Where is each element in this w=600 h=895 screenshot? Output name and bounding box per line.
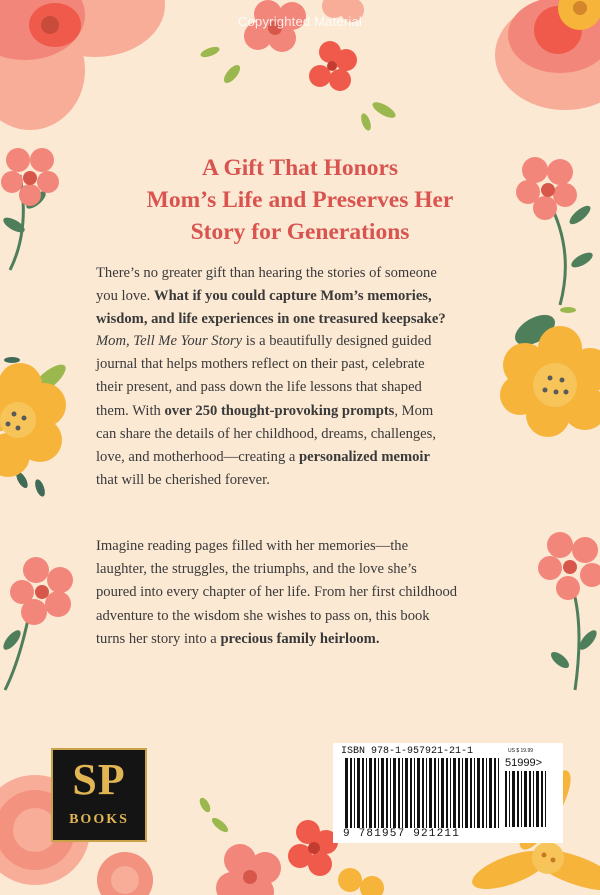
- barcode-bar: [354, 758, 355, 828]
- barcode-bar: [462, 758, 463, 828]
- barcode-bar: [350, 758, 352, 828]
- barcode-bar: [517, 771, 519, 827]
- flower-right-orange: [500, 307, 600, 437]
- barcode-bar: [482, 758, 484, 828]
- text-span: you love.: [96, 288, 154, 305]
- text-span: , Mom: [394, 402, 434, 419]
- bold-text: wisdom, and life experiences in one treasured keepsake?: [96, 311, 446, 328]
- barcode-bar: [498, 758, 499, 828]
- publisher-initials: SP: [72, 755, 126, 804]
- barcode-bar: [477, 758, 480, 828]
- barcode-bar: [357, 758, 360, 828]
- text-line: [96, 330, 508, 353]
- text-span: them. With: [96, 402, 165, 419]
- text-line: [96, 423, 508, 446]
- text-span: their present, and pass down the life lessons that shaped: [96, 379, 422, 396]
- barcode-bar: [405, 758, 408, 828]
- text-span: laughter, the struggles, the triumphs, and the love she’s: [96, 561, 417, 578]
- text-span: journal that helps mothers reflect on their past, celebrate: [96, 356, 425, 373]
- text-line: [96, 262, 508, 285]
- text-line: [96, 628, 508, 651]
- barcode-bar: [441, 758, 444, 828]
- barcode-bar: [524, 771, 527, 827]
- text-line: [96, 376, 508, 399]
- text-span: adventure to the wisdom she wishes to pass on, this book: [96, 607, 430, 624]
- text-line: [96, 446, 508, 469]
- flower-right-upper: [516, 157, 595, 305]
- barcode-bar: [398, 758, 400, 828]
- barcode-bar: [417, 758, 420, 828]
- ean-barcode-bars: [345, 758, 499, 828]
- barcode-bar: [470, 758, 472, 828]
- barcode-bar: [369, 758, 372, 828]
- barcode-bar: [414, 758, 415, 828]
- text-line: [96, 469, 508, 492]
- bold-text: personalized memoir: [299, 449, 430, 466]
- barcode-bar: [509, 771, 510, 827]
- barcode-bar: [458, 758, 460, 828]
- headline-line-2: Mom’s Life and Preserves Her: [146, 187, 454, 213]
- text-span: poured into every chapter of her life. From her first childhood: [96, 584, 458, 601]
- barcode-bar: [378, 758, 379, 828]
- barcode-bar: [489, 758, 492, 828]
- barcode-bar: [486, 758, 487, 828]
- barcode-bar: [494, 758, 496, 828]
- barcode-bar: [393, 758, 396, 828]
- text-line: [96, 353, 508, 376]
- paragraph-description: [96, 330, 508, 492]
- flower-right-lower: [538, 532, 600, 690]
- bold-text: over 250 thought-provoking prompts: [164, 402, 395, 419]
- text-line: [96, 535, 508, 558]
- flower-left-lower: [0, 557, 73, 690]
- text-line: [96, 605, 508, 628]
- text-span: There’s no greater gift than hearing the stories of someone: [96, 265, 437, 281]
- text-span: is a beautifully designed guided: [242, 333, 432, 349]
- barcode-bar: [450, 758, 451, 828]
- text-span: that will be cherished forever.: [96, 472, 270, 489]
- bold-text: precious family heirloom.: [220, 630, 380, 647]
- barcode-bar: [345, 758, 348, 828]
- text-line: [96, 558, 508, 581]
- barcode-bar: [541, 771, 543, 827]
- copyright-watermark: Copyrighted Material: [238, 14, 362, 29]
- isbn-label: ISBN 978-1-957921-21-1: [341, 746, 474, 757]
- barcode-bar: [386, 758, 388, 828]
- text-span: turns her story into a: [96, 630, 221, 647]
- barcode-bar: [536, 771, 539, 827]
- barcode-bar: [545, 771, 546, 827]
- barcode-bar: [362, 758, 364, 828]
- price-barcode-bars: [505, 771, 549, 827]
- text-line: [96, 285, 508, 308]
- barcode-bar: [533, 771, 534, 827]
- paragraph-imagine: [96, 535, 508, 651]
- price-code: 51999>: [505, 757, 543, 769]
- isbn-barcode: [333, 743, 563, 843]
- book-title-italic: Mom, Tell Me Your Story: [96, 333, 243, 349]
- barcode-bar: [381, 758, 384, 828]
- text-span: love, and motherhood—creating a: [96, 449, 300, 466]
- flower-left-upper: [1, 148, 59, 270]
- barcode-bar: [529, 771, 531, 827]
- ean-digits: 9 781957 921211: [343, 828, 461, 840]
- barcode-bar: [446, 758, 448, 828]
- paragraph-intro: [96, 262, 508, 332]
- price-label: US $ 19.99: [508, 748, 534, 754]
- barcode-bar: [521, 771, 522, 827]
- barcode-bar: [505, 771, 507, 827]
- headline-line-1: A Gift That Honors: [201, 155, 399, 181]
- barcode-bar: [402, 758, 403, 828]
- text-line: [96, 308, 508, 331]
- barcode-bar: [374, 758, 376, 828]
- headline: [80, 152, 520, 248]
- barcode-bar: [390, 758, 391, 828]
- barcode-bar: [429, 758, 432, 828]
- barcode-bar: [366, 758, 367, 828]
- barcode-bar: [474, 758, 475, 828]
- barcode-bar: [453, 758, 456, 828]
- headline-line-3: Story for Generations: [190, 219, 410, 245]
- text-line: [96, 400, 508, 423]
- text-span: can share the details of her childhood, dreams, challenges,: [96, 425, 436, 442]
- barcode-bar: [465, 758, 468, 828]
- barcode-bar: [434, 758, 436, 828]
- flower-left-orange: [0, 357, 70, 498]
- text-span: Imagine reading pages filled with her memories—the: [96, 538, 409, 554]
- publisher-word: BOOKS: [69, 812, 129, 827]
- publisher-logo: [51, 748, 147, 842]
- bold-text: What if you could capture Mom’s memories,: [153, 288, 432, 305]
- barcode-bar: [512, 771, 515, 827]
- barcode-bar: [410, 758, 412, 828]
- barcode-bar: [422, 758, 424, 828]
- barcode-bar: [426, 758, 427, 828]
- text-line: [96, 581, 508, 604]
- barcode-bar: [438, 758, 439, 828]
